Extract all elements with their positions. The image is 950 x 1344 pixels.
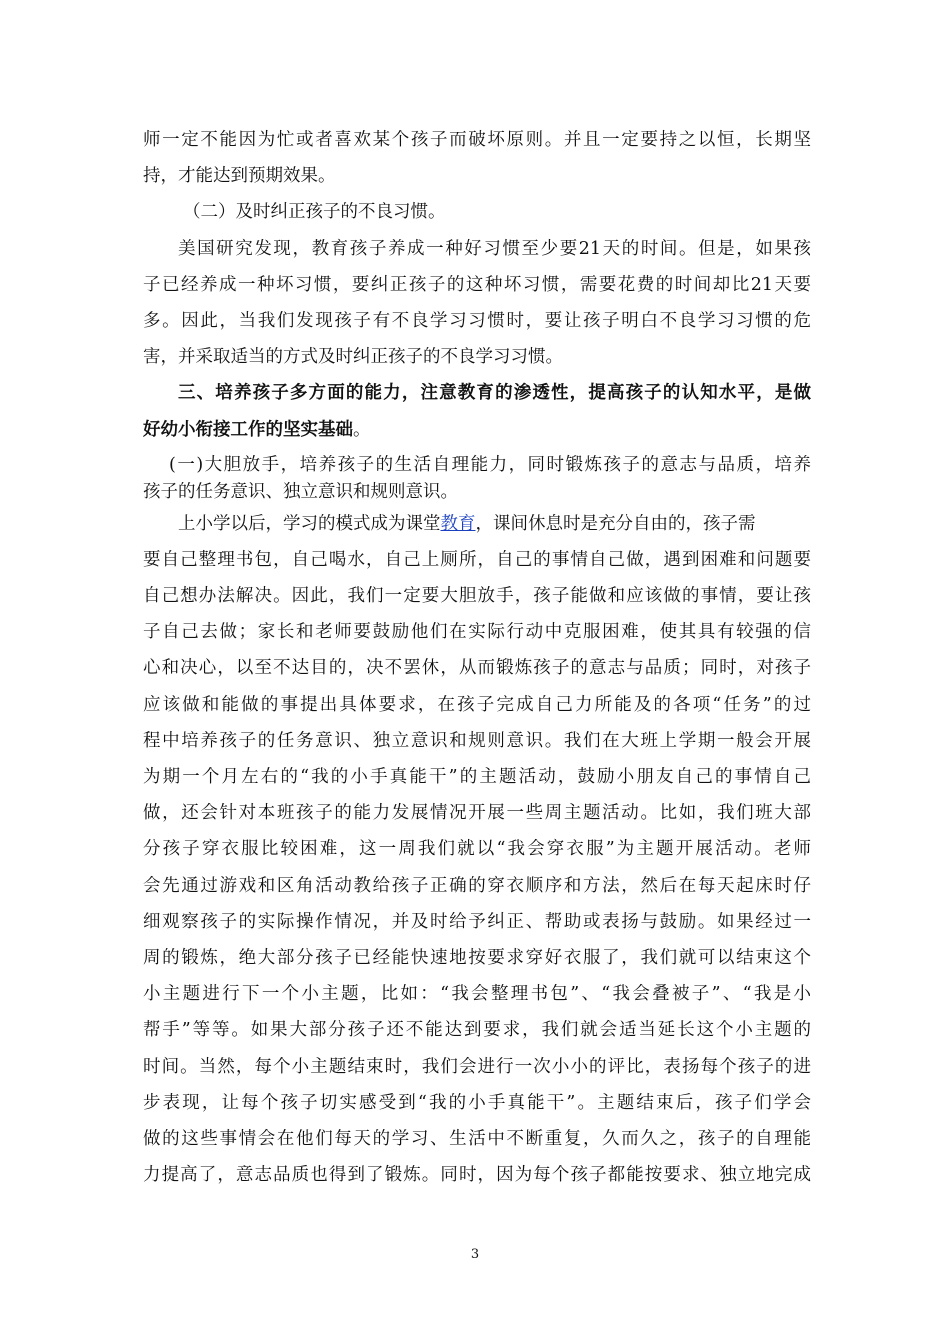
paragraph-line: 做，还会针对本班孩子的能力发展情况开展一些周主题活动。比如，我们班大部 [143, 803, 811, 824]
paragraph-line: 要自己整理书包，自己喝水，自己上厕所，自己的事情自己做，遇到困难和问题要 [143, 549, 811, 570]
paragraph-line: 持，才能达到预期效果。 [143, 166, 336, 187]
paragraph-line: 为期一个月左右的“我的小手真能干”的主题活动，鼓励小朋友自己的事情自己 [143, 767, 811, 787]
section-heading-line [143, 412, 811, 448]
education-link[interactable]: 教育 [440, 513, 476, 534]
paragraph-line: 美国研究发现，教育孩子养成一种好习惯至少要21天的时间。但是，如果孩 [178, 238, 811, 259]
subheading: (一)大胆放手，培养孩子的生活自理能力，同时锻炼孩子的意志与品质，培养 [169, 454, 811, 475]
paragraph-line: 害，并采取适当的方式及时纠正孩子的不良学习习惯。 [143, 347, 563, 368]
paragraph-line: 子已经养成一种坏习惯，要纠正孩子的这种坏习惯，需要花费的时间却比21天要 [143, 274, 811, 295]
paragraph-line: 会先通过游戏和区角活动教给孩子正确的穿衣顺序和方法，然后在每天起床时仔 [143, 875, 811, 896]
paragraph-line: 周的锻炼，绝大部分孩子已经能快速地按要求穿好衣服了，我们就可以结束这个 [143, 947, 811, 968]
section-heading: 三、培养孩子多方面的能力，注意教育的渗透性，提高孩子的认知水平，是做 [178, 383, 811, 404]
paragraph-line: 步表现，让每个孩子切实感受到“我的小手真能干”。主题结束后，孩子们学会 [143, 1092, 811, 1113]
paragraph-line: 程中培养孩子的任务意识、独立意识和规则意识。我们在大班上学期一般会开展 [143, 730, 811, 751]
subheading: （二）及时纠正孩子的不良习惯。 [183, 202, 446, 223]
text-segment: 上小学以后，学习的模式成为课堂 [178, 513, 441, 534]
paragraph-line: 自己想办法解决。因此，我们一定要大胆放手，孩子能做和应该做的事情，要让孩 [143, 586, 811, 607]
paragraph-line: 细观察孩子的实际操作情况，并及时给予纠正、帮助或表扬与鼓励。如果经过一 [143, 911, 811, 932]
paragraph-line: 小主题进行下一个小主题，比如：“我会整理书包”、“我会叠被子”、“我是小 [143, 984, 811, 1005]
paragraph-line: 做的这些事情会在他们每天的学习、生活中不断重复，久而久之，孩子的自理能 [143, 1128, 811, 1149]
paragraph-line: 多。因此，当我们发现孩子有不良学习习惯时，要让孩子明白不良学习习惯的危 [143, 310, 811, 331]
paragraph-line: 力提高了，意志品质也得到了锻炼。同时，因为每个孩子都能按要求、独立地完成 [143, 1165, 811, 1186]
paragraph-line: 心和决心，以至不达目的，决不罢休，从而锻炼孩子的意志与品质；同时，对孩子 [143, 658, 811, 679]
page-number: 3 [470, 1247, 480, 1262]
paragraph-line: 子自己去做；家长和老师要鼓励他们在实际行动中克服困难，使其具有较强的信 [143, 622, 811, 643]
subheading: 孩子的任务意识、独立意识和规则意识。 [143, 481, 458, 502]
text-segment: ，课间休息时是充分自由的，孩子需 [475, 513, 756, 534]
section-heading-text: 好幼小衔接工作的坚实基础 [143, 419, 353, 440]
paragraph-line [143, 506, 811, 542]
document-page [143, 122, 811, 1193]
paragraph-line: 师一定不能因为忙或者喜欢某个孩子而破坏原则。并且一定要持之以恒，长期坚 [143, 130, 811, 150]
paragraph-line: 帮手”等等。如果大部分孩子还不能达到要求，我们就会适当延长这个小主题的 [143, 1020, 811, 1041]
paragraph-line: 分孩子穿衣服比较困难，这一周我们就以“我会穿衣服”为主题开展活动。老师 [143, 839, 811, 860]
paragraph-line: 应该做和能做的事提出具体要求，在孩子完成自己力所能及的各项“任务”的过 [143, 694, 811, 715]
paragraph-line: 时间。当然，每个小主题结束时，我们会进行一次小小的评比，表扬每个孩子的进 [143, 1056, 811, 1077]
heading-period: 。 [353, 419, 371, 440]
